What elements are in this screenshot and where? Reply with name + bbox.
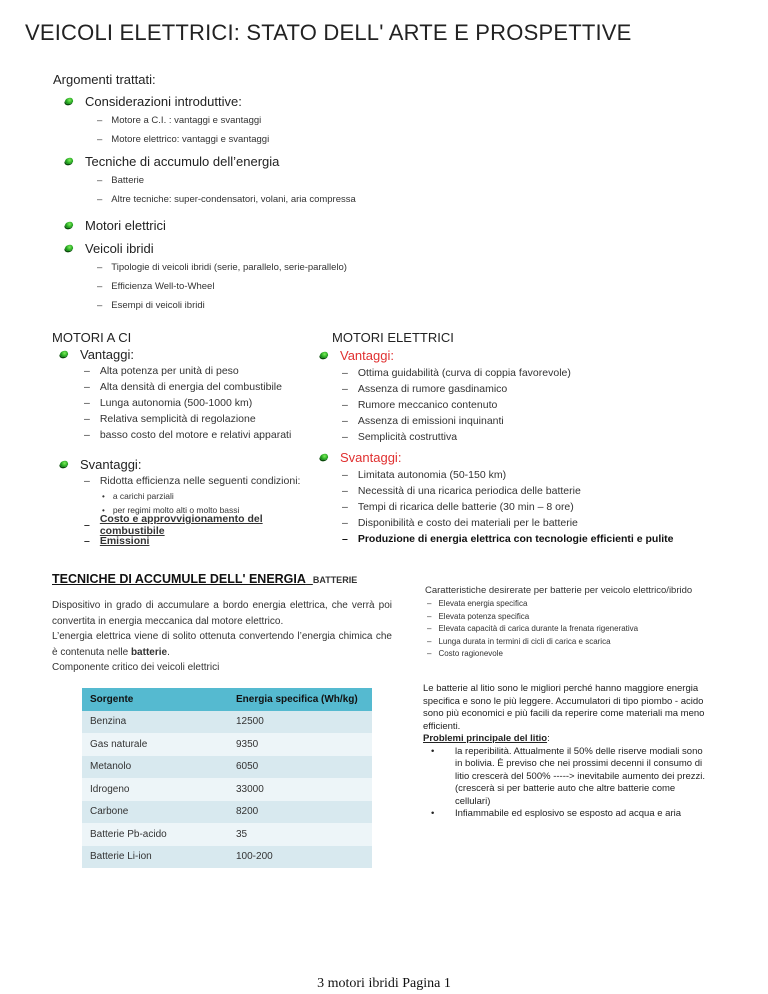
- list-item-text: Ridotta efficienza nelle seguenti condizioni:: [99, 475, 301, 487]
- list-item-text: Disponibilità e costo dei materiali per le batterie: [357, 517, 578, 529]
- table-row: [82, 711, 372, 734]
- table-cell: Carbone: [82, 801, 228, 824]
- table-header-cell: Sorgente: [82, 688, 228, 711]
- table-header-row: [82, 688, 372, 711]
- table-row: [82, 801, 372, 824]
- subtopic-label: Motore a C.I. : vantaggi e svantaggi: [111, 115, 262, 126]
- list-item: – Semplicità costruttiva: [342, 431, 458, 443]
- table-row: [82, 823, 372, 846]
- table-row: [82, 756, 372, 779]
- caratteristiche-list: [425, 598, 725, 661]
- subtopic-item: – Motore a C.I. : vantaggi e svantaggi: [97, 115, 262, 126]
- list-item-text: Lunga autonomia (500-1000 km): [99, 397, 253, 409]
- list-item: – Produzione di energia elettrica con tecnologie efficienti e pulite: [342, 533, 674, 545]
- litio-bullet: • Infiammabile ed esplosivo se esposto ad acqua e aria: [431, 808, 682, 819]
- list-item-text: Assenza di emissioni inquinanti: [357, 415, 504, 427]
- list-item-text: Semplicità costruttiva: [357, 431, 458, 443]
- accumulo-paragraph: L’energia elettrica viene di solito ottenuta convertendo l’energia chimica che è contenuta nelle batterie.: [52, 631, 392, 658]
- topic-item: [65, 215, 413, 235]
- vantaggi-label: Vantaggi:: [80, 346, 134, 362]
- list-item: – Costo e approvvigionamento del combustibile: [52, 517, 322, 533]
- green-bullet-icon: [319, 453, 329, 461]
- subtopic-item: – Batterie: [97, 175, 145, 186]
- list-item: – Lunga autonomia (500-1000 km): [84, 397, 253, 409]
- list-item-text: Necessità di una ricarica periodica delle batterie: [357, 485, 581, 497]
- table-row: [82, 733, 372, 756]
- subtopic-label: Esempi di veicoli ibridi: [111, 300, 205, 311]
- table-row: [82, 778, 372, 801]
- table-cell: 8200: [228, 801, 372, 824]
- subtopic-label: Tipologie di veicoli ibridi (serie, parallelo, serie-parallelo): [111, 262, 347, 273]
- list-item-text: Ottima guidabilità (curva di coppia favorevole): [357, 367, 571, 379]
- svantaggi-label: Svantaggi:: [340, 449, 402, 465]
- green-bullet-icon: [64, 97, 74, 105]
- accumulo-paragraph: Dispositivo in grado di accumulare a bordo energia elettrica, che verrà poi convertita in energia meccanica dal motore elettrico.: [52, 600, 392, 627]
- topic-label: Tecniche di accumulo dell’energia: [85, 153, 280, 169]
- litio-bullet: • la reperibilità. Attualmente il 50% delle riserve modiali sono in bolivia. È previso che nei prossimi decenni il consumo di litio crescerà del 500% -----> inevitabile aumento dei prezzi. (crescerà si per batterie auto che altre batterie come cellulari): [431, 745, 706, 807]
- list-item: – Costo ragionevole: [427, 649, 503, 658]
- green-bullet-icon: [59, 460, 69, 468]
- list-item: – Emissioni: [84, 535, 150, 547]
- list-item: – Elevata capacità di carica durante la frenata rigenerativa: [427, 624, 639, 633]
- accumulo-subheading: BATTERIE: [312, 575, 358, 585]
- motori-ci-heading: MOTORI A CI: [52, 330, 132, 345]
- page-footer: 3 motori ibridi Pagina 1: [317, 976, 451, 991]
- svantaggi-heading: [52, 455, 322, 473]
- page-title: VEICOLI ELETTRICI: STATO DELL' ARTE E PROSPETTIVE: [25, 20, 632, 45]
- subtopic-label: Batterie: [111, 175, 145, 186]
- caratteristiche-section: [425, 585, 725, 661]
- svantaggi-label: Svantaggi:: [80, 456, 142, 472]
- list-item-text: Assenza di rumore gasdinamico: [357, 383, 508, 395]
- list-item: – Ottima guidabilità (curva di coppia favorevole): [342, 367, 571, 379]
- vantaggi-heading: [52, 345, 322, 363]
- subtopic-item: – Altre tecniche: super-condensatori, volani, aria compressa: [97, 194, 356, 205]
- list-item: – Disponibilità e costo dei materiali per le batterie: [342, 517, 578, 529]
- accumulo-heading: TECNICHE DI ACCUMULE DELL' ENERGIA: [52, 572, 306, 586]
- table-cell: Idrogeno: [82, 778, 228, 801]
- table-cell: Batterie Pb-acido: [82, 823, 228, 846]
- accumulo-heading-row: [52, 570, 357, 588]
- table-cell: Benzina: [82, 711, 228, 734]
- green-bullet-icon: [64, 244, 74, 252]
- list-item-text: Emissioni: [99, 535, 150, 547]
- motori-elettrici-heading: MOTORI ELETTRICI: [332, 330, 454, 345]
- caratteristiche-heading: Caratteristiche desirerate per batterie per veicolo elettrico/ibrido: [425, 585, 693, 596]
- list-item: – Ridotta efficienza nelle seguenti condizioni:: [84, 475, 301, 487]
- table-cell: 6050: [228, 756, 372, 779]
- green-bullet-icon: [319, 351, 329, 359]
- list-item-text: Rumore meccanico contenuto: [357, 399, 498, 411]
- motori-elettrici-section: [320, 330, 720, 547]
- topic-item: [65, 91, 413, 111]
- topic-label: Considerazioni introduttive:: [85, 93, 242, 109]
- table-row: [82, 846, 372, 869]
- table-header-cell: Energia specifica (Wh/kg): [228, 688, 372, 711]
- problemi-heading: Problemi principale del litio:: [423, 733, 550, 744]
- topic-label: Motori elettrici: [85, 217, 166, 233]
- list-item: – Rumore meccanico contenuto: [342, 399, 498, 411]
- list-item: – Assenza di emissioni inquinanti: [342, 415, 504, 427]
- list-item: – Lunga durata in termini di cicli di carica e scarica: [427, 636, 611, 646]
- subtopic-label: Motore elettrico: vantaggi e svantaggi: [111, 134, 270, 145]
- subtopic-item: – Tipologie di veicoli ibridi (serie, parallelo, serie-parallelo): [97, 262, 347, 273]
- table-cell: Batterie Li-ion: [82, 846, 228, 869]
- motori-ci-section: [52, 330, 322, 549]
- topics-heading: Argomenti trattati:: [53, 72, 156, 87]
- table-cell: Metanolo: [82, 756, 228, 779]
- energy-table: [82, 688, 372, 868]
- list-item: – Limitata autonomia (50-150 km): [342, 469, 507, 481]
- topic-item: [65, 238, 413, 258]
- list-item-text: Alta densità di energia del combustibile: [99, 381, 282, 393]
- subtopic-item: – Esempi di veicoli ibridi: [97, 300, 205, 311]
- topics-outline: [53, 72, 413, 315]
- green-bullet-icon: [59, 350, 69, 358]
- topic-item: [65, 151, 413, 171]
- list-item-text: Costo e approvvigionamento del combustibile: [99, 513, 263, 537]
- table-cell: 33000: [228, 778, 372, 801]
- subtopic-label: Efficienza Well-to-Wheel: [111, 281, 215, 292]
- list-item: – Elevata energia specifica: [427, 599, 528, 608]
- litio-intro: Le batterie al litio sono le migliori perché hanno maggiore energia specifica e sono le più leggere. Accumulatori di tipo piombo - acido sono più economici e più facili da reperire come materiali ma meno efficienti.: [423, 683, 705, 732]
- list-item: – Alta densità di energia del combustibile: [84, 381, 282, 393]
- list-item: – Assenza di rumore gasdinamico: [342, 383, 508, 395]
- accumulo-text: [52, 598, 392, 676]
- table-cell: 12500: [228, 711, 372, 734]
- subtopic-item: – Motore elettrico: vantaggi e svantaggi: [97, 134, 270, 145]
- green-bullet-icon: [64, 221, 74, 229]
- list-item-text: Alta potenza per unità di peso: [99, 365, 239, 377]
- topic-label: Veicoli ibridi: [85, 240, 154, 256]
- vantaggi-label: Vantaggi:: [340, 347, 394, 363]
- table-cell: Gas naturale: [82, 733, 228, 756]
- list-item-text: Produzione di energia elettrica con tecnologie efficienti e pulite: [357, 533, 674, 545]
- list-item-text: Limitata autonomia (50-150 km): [357, 469, 507, 481]
- list-item: – Alta potenza per unità di peso: [84, 365, 239, 377]
- list-item: – Tempi di ricarica delle batterie (30 min – 8 ore): [342, 501, 574, 513]
- sub-list-item: • a carichi parziali: [102, 491, 174, 501]
- table-cell: 35: [228, 823, 372, 846]
- table-cell: 100-200: [228, 846, 372, 869]
- subtopic-item: – Efficienza Well-to-Wheel: [97, 281, 215, 292]
- list-item-text: Relativa semplicità di regolazione: [99, 413, 256, 425]
- list-item: – Elevata potenza specifica: [427, 611, 530, 621]
- list-item-text: per regimi molto alti o molto bassi: [112, 505, 240, 515]
- subtopic-label: Altre tecniche: super-condensatori, volani, aria compressa: [111, 194, 356, 205]
- green-bullet-icon: [64, 157, 74, 165]
- table-cell: 9350: [228, 733, 372, 756]
- list-item-text: basso costo del motore e relativi apparati: [99, 429, 292, 441]
- list-item-text: Tempi di ricarica delle batterie (30 min – 8 ore): [357, 501, 574, 513]
- topics-list: [53, 91, 413, 315]
- list-item: – Relativa semplicità di regolazione: [84, 413, 256, 425]
- litio-section: [423, 683, 708, 821]
- accumulo-paragraph: Componente critico dei veicoli elettrici: [52, 662, 220, 673]
- list-item: – basso costo del motore e relativi apparati: [84, 429, 292, 441]
- vantaggi-heading: [320, 345, 720, 365]
- list-item: – Necessità di una ricarica periodica delle batterie: [342, 485, 581, 497]
- sub-list-item: • per regimi molto alti o molto bassi: [102, 505, 240, 515]
- svantaggi-heading: [320, 447, 720, 467]
- list-item-text: a carichi parziali: [112, 491, 174, 501]
